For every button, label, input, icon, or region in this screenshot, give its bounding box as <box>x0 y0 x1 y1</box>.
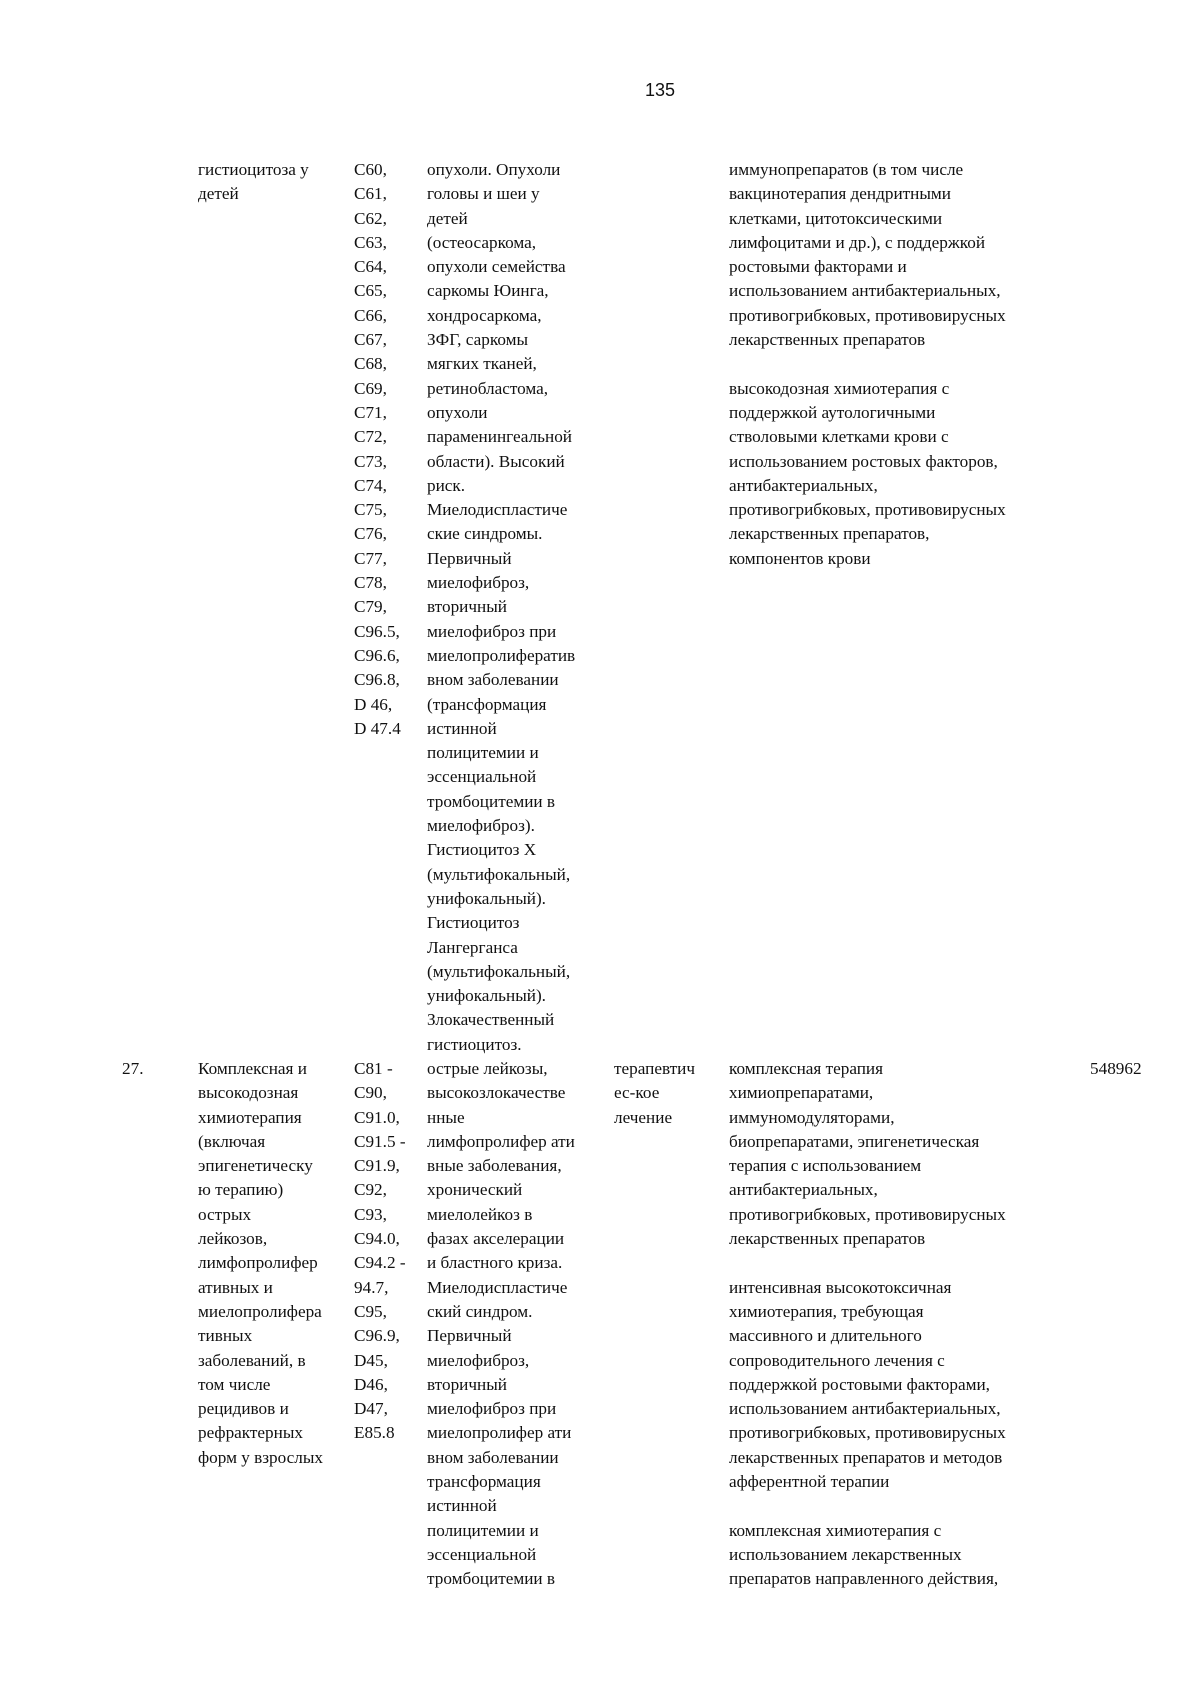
patient-model-line: нные <box>427 1107 465 1127</box>
patient-model-line: истинной <box>427 718 497 738</box>
icd-code: E85.8 <box>354 1423 395 1443</box>
treatment-method-line: лекарственных препаратов и методов <box>729 1447 1003 1467</box>
patient-model-line: области). Высокий <box>427 451 565 471</box>
icd-code: C96.9, <box>354 1326 400 1346</box>
treatment-method-line: комплексная химиотерапия с <box>729 1520 942 1540</box>
icd-code: C69, <box>354 378 387 398</box>
patient-model-line: риск. <box>427 475 466 495</box>
icd-code: C91.0, <box>354 1107 400 1127</box>
name-line: заболеваний, в <box>198 1350 306 1370</box>
name-line: острых <box>198 1204 252 1224</box>
name-line: (включая <box>198 1131 266 1151</box>
icd-code: D 46, <box>354 694 393 714</box>
name-line: Комплексная и <box>198 1059 307 1078</box>
icd-code: C76, <box>354 524 387 544</box>
patient-model-line: Лангерганса <box>427 937 518 957</box>
patient-model-line: гистиоцитоз. <box>427 1034 522 1054</box>
treatment-method-line: ростовыми факторами и <box>729 257 907 277</box>
patient-model-line: Миелодиспластиче <box>427 1277 568 1297</box>
treatment-method-line: сопроводительного лечения с <box>729 1350 945 1370</box>
treatment-method-line: биопрепаратами, эпигенетическая <box>729 1131 980 1151</box>
treatment-method-line: комплексная терапия <box>729 1059 884 1078</box>
treatment-method-line: афферентной терапии <box>729 1472 890 1492</box>
patient-model-line: ретинобластома, <box>427 378 549 398</box>
patient-model-line: (мультифокальный, <box>427 961 571 981</box>
patient-model-line: (трансформация <box>427 694 547 714</box>
icd-code: C72, <box>354 427 387 447</box>
patient-model-line: вные заболевания, <box>427 1156 562 1176</box>
name-line: высокодозная <box>198 1083 299 1103</box>
patient-model-line: (мультифокальный, <box>427 864 571 884</box>
icd-code: C62, <box>354 208 387 228</box>
name-line: тивных <box>198 1326 253 1346</box>
name-line: форм у взрослых <box>198 1447 323 1467</box>
name-line: лейкозов, <box>198 1229 268 1249</box>
row-27-treatment-type-column <box>614 1057 719 1130</box>
patient-model-line: ский синдром. <box>427 1301 533 1321</box>
patient-model-line: детей <box>427 208 468 228</box>
patient-model-line: полицитемии и <box>427 1520 539 1540</box>
treatment-method-line: лимфоцитами и др.), с поддержкой <box>729 232 986 252</box>
row-27-cost: 548962 <box>1090 1059 1142 1078</box>
patient-model-line: тромбоцитемии в <box>427 791 556 811</box>
icd-code: C90, <box>354 1083 387 1103</box>
patient-model-line: Первичный <box>427 1326 512 1346</box>
patient-model-line: миелопролифератив <box>427 645 576 665</box>
name-line: том числе <box>198 1374 271 1394</box>
name-line: ю терапию) <box>198 1180 284 1200</box>
treatment-method-line: терапия с использованием <box>729 1156 922 1176</box>
patient-model-line: унифокальный). <box>427 986 546 1006</box>
name-line: рецидивов и <box>198 1399 289 1419</box>
treatment-method-line: клетками, цитотоксическими <box>729 208 943 228</box>
treatment-method-line: антибактериальных, <box>729 1180 878 1200</box>
icd-code: C79, <box>354 597 387 617</box>
treatment-method-line: химиотерапия, требующая <box>729 1301 924 1321</box>
icd-code: C74, <box>354 475 387 495</box>
treatment-method-line: лекарственных препаратов, <box>729 524 930 544</box>
patient-model-line: головы и шеи у <box>427 184 540 204</box>
treatment-method-block <box>729 1057 1089 1251</box>
treatment-method-line: химиопрепаратами, <box>729 1083 874 1103</box>
patient-model-line: Гистиоцитоз <box>427 913 520 933</box>
name-line: рефрактерных <box>198 1423 303 1443</box>
treatment-method-line: лекарственных препаратов <box>729 1229 926 1249</box>
treatment-method-line: использованием лекарственных <box>729 1544 962 1564</box>
prev-row-name-column <box>198 158 338 207</box>
patient-model-line: истинной <box>427 1496 497 1516</box>
icd-code: D 47.4 <box>354 718 401 738</box>
row-27-name-column <box>198 1057 348 1470</box>
icd-code: C61, <box>354 184 387 204</box>
treatment-method-line: высокодозная химиотерапия с <box>729 378 950 398</box>
treatment-method-line: иммуномодуляторами, <box>729 1107 895 1127</box>
patient-model-line: Первичный <box>427 548 512 568</box>
patient-model-line: острые лейкозы, <box>427 1059 548 1078</box>
icd-code: C92, <box>354 1180 387 1200</box>
patient-model-line: хронический <box>427 1180 523 1200</box>
patient-model-line: опухоли <box>427 402 488 422</box>
name-line: эпигенетическу <box>198 1156 313 1176</box>
treatment-method-line: использованием ростовых факторов, <box>729 451 998 471</box>
patient-model-line: ЗФГ, саркомы <box>427 330 529 350</box>
treatment-method-line: противогрибковых, противовирусных <box>729 1204 1006 1224</box>
page-number: 135 <box>644 80 676 100</box>
row-27-icd-codes-column <box>354 1057 424 1446</box>
patient-model-line: миелопролифер ати <box>427 1423 572 1443</box>
prev-row-treatment-method-column <box>729 158 1089 571</box>
icd-code: C68, <box>354 354 387 374</box>
treatment-type-line: терапевтич <box>614 1059 696 1078</box>
patient-model-line: Гистиоцитоз Х <box>427 840 537 860</box>
treatment-method-line: использованием антибактериальных, <box>729 281 1001 301</box>
icd-code: 94.7, <box>354 1277 389 1297</box>
patient-model-line: высокозлокачестве <box>427 1083 566 1103</box>
row-27-treatment-method-column <box>729 1057 1089 1592</box>
icd-code: D46, <box>354 1374 388 1394</box>
treatment-method-block <box>729 1519 1089 1592</box>
patient-model-line: миелофиброз, <box>427 1350 530 1370</box>
patient-model-line: хондросаркома, <box>427 305 542 325</box>
icd-code: C94.0, <box>354 1229 400 1249</box>
icd-code: C93, <box>354 1204 387 1224</box>
treatment-method-line: противогрибковых, противовирусных <box>729 1423 1006 1443</box>
icd-code: C63, <box>354 232 387 252</box>
treatment-method-line: стволовыми клетками крови с <box>729 427 949 447</box>
icd-code: C65, <box>354 281 387 301</box>
icd-code: C96.5, <box>354 621 400 641</box>
treatment-method-line: поддержкой ростовыми факторами, <box>729 1374 990 1394</box>
icd-code: C77, <box>354 548 387 568</box>
treatment-method-line: препаратов направленного действия, <box>729 1569 999 1589</box>
icd-code: D47, <box>354 1399 388 1419</box>
icd-code: D45, <box>354 1350 388 1370</box>
patient-model-line: мягких тканей, <box>427 354 537 374</box>
patient-model-line: вторичный <box>427 1374 507 1394</box>
treatment-method-line: вакцинотерапия дендритными <box>729 184 952 204</box>
patient-model-line: опухоли семейства <box>427 257 566 277</box>
prev-row-icd-codes-column <box>354 158 424 741</box>
patient-model-line: миелофиброз при <box>427 1399 557 1419</box>
icd-code: C94.2 - <box>354 1253 406 1273</box>
prev-row-patient-model-column <box>427 158 607 1057</box>
treatment-method-line: противогрибковых, противовирусных <box>729 500 1006 520</box>
treatment-method-line: иммунопрепаратов (в том числе <box>729 160 964 179</box>
patient-model-line: ские синдромы. <box>427 524 543 544</box>
name-line: лимфопролифер <box>198 1253 318 1273</box>
patient-model-line: Злокачественный <box>427 1010 555 1030</box>
treatment-type-line: лечение <box>614 1107 673 1127</box>
patient-model-line: саркомы Юинга, <box>427 281 549 301</box>
patient-model-line: (остеосаркома, <box>427 232 537 252</box>
patient-model-line: опухоли. Опухоли <box>427 160 561 179</box>
name-line: детей <box>198 184 239 204</box>
treatment-method-line: интенсивная высокотоксичная <box>729 1277 952 1297</box>
patient-model-line: параменингеальной <box>427 427 572 447</box>
block-spacer <box>729 1494 1089 1518</box>
treatment-method-block <box>729 1276 1089 1495</box>
treatment-method-line: массивного и длительного <box>729 1326 922 1346</box>
name-line: ативных и <box>198 1277 273 1297</box>
patient-model-line: Миелодиспластиче <box>427 500 568 520</box>
treatment-method-line: поддержкой аутологичными <box>729 402 936 422</box>
block-spacer <box>729 1251 1089 1275</box>
treatment-method-line: компонентов крови <box>729 548 871 568</box>
name-line: миелопролифера <box>198 1301 322 1321</box>
icd-code: C67, <box>354 330 387 350</box>
treatment-method-line: использованием антибактериальных, <box>729 1399 1001 1419</box>
treatment-method-line: противогрибковых, противовирусных <box>729 305 1006 325</box>
icd-code: C71, <box>354 402 387 422</box>
icd-code: C91.9, <box>354 1156 400 1176</box>
icd-code: C60, <box>354 160 387 179</box>
patient-model-line: фазах акселерации <box>427 1229 565 1249</box>
block-spacer <box>729 352 1089 376</box>
patient-model-line: трансформация <box>427 1472 541 1492</box>
patient-model-line: и бластного криза. <box>427 1253 563 1273</box>
icd-code: C64, <box>354 257 387 277</box>
icd-code: C73, <box>354 451 387 471</box>
patient-model-line: эссенциальной <box>427 1544 537 1564</box>
treatment-method-block <box>729 158 1089 352</box>
icd-code: C95, <box>354 1301 387 1321</box>
icd-code: C75, <box>354 500 387 520</box>
patient-model-line: вном заболевании <box>427 1447 559 1467</box>
treatment-method-line: антибактериальных, <box>729 475 878 495</box>
icd-code: C96.8, <box>354 670 400 690</box>
icd-code: C96.6, <box>354 645 400 665</box>
patient-model-line: миелофиброз). <box>427 816 535 836</box>
patient-model-line: тромбоцитемии в <box>427 1569 556 1589</box>
treatment-method-line: лекарственных препаратов <box>729 330 926 350</box>
icd-code: C78, <box>354 573 387 593</box>
row-27-patient-model-column <box>427 1057 607 1592</box>
row-27-number: 27. <box>122 1059 144 1078</box>
icd-code: C66, <box>354 305 387 325</box>
icd-code: C91.5 - <box>354 1131 406 1151</box>
patient-model-line: вном заболевании <box>427 670 559 690</box>
patient-model-line: полицитемии и <box>427 743 539 763</box>
treatment-method-block <box>729 377 1089 571</box>
patient-model-line: лимфопролифер ати <box>427 1131 575 1151</box>
patient-model-line: эссенциальной <box>427 767 537 787</box>
treatment-type-line: ес-кое <box>614 1083 660 1103</box>
icd-code: C81 - <box>354 1059 393 1078</box>
patient-model-line: унифокальный). <box>427 888 546 908</box>
patient-model-line: миелофиброз при <box>427 621 557 641</box>
patient-model-line: вторичный <box>427 597 507 617</box>
patient-model-line: миелолейкоз в <box>427 1204 533 1224</box>
name-line: химиотерапия <box>198 1107 302 1127</box>
name-line: гистиоцитоза у <box>198 160 309 179</box>
patient-model-line: миелофиброз, <box>427 573 530 593</box>
